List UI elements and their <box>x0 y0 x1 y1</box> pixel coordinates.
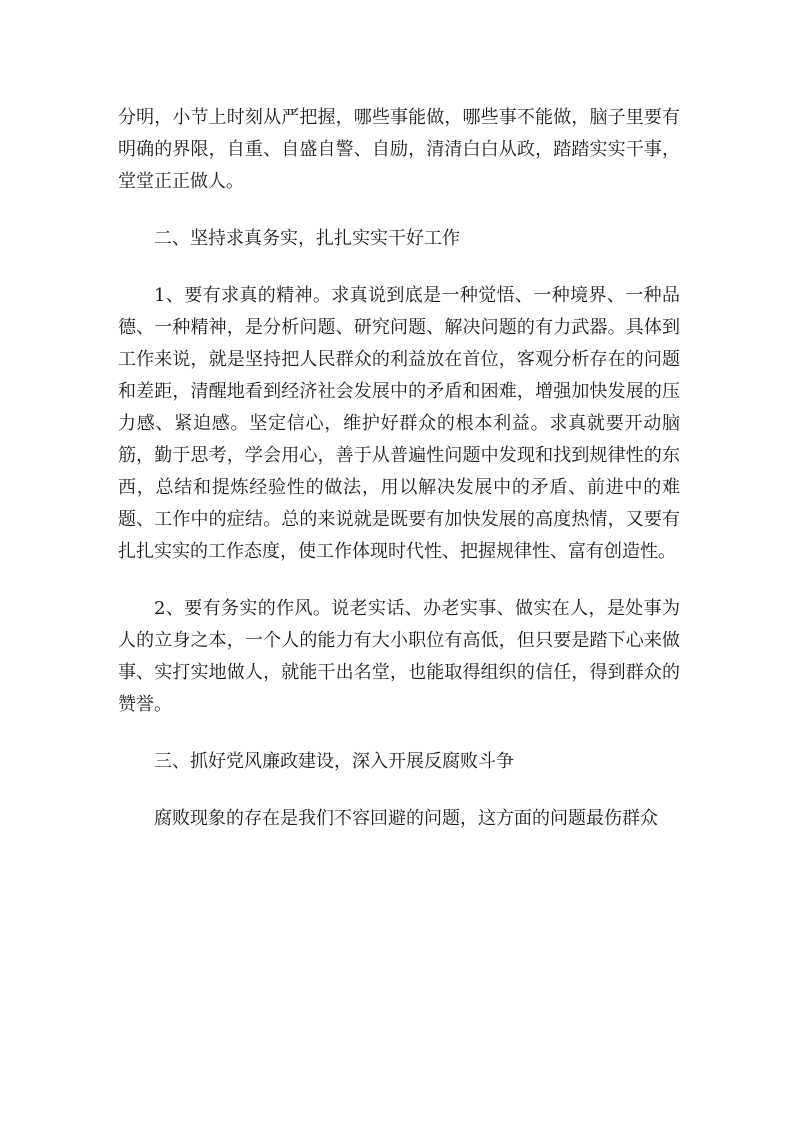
paragraph-corruption: 腐败现象的存在是我们不容回避的问题，这方面的问题最伤群众 <box>154 808 658 829</box>
paragraph-continuation: 分明，小节上时刻从严把握，哪些事能做，哪些事不能做，脑子里要有明确的界限，自重、自盛自警、自励，清清白白从政，踏踏实实干事，堂堂正正做人。 <box>118 107 680 192</box>
document-body <box>118 102 680 860</box>
section-heading-3: 三、抓好党风廉政建设，深入开展反腐败斗争 <box>154 751 514 772</box>
paragraph-practical-style: 2、要有务实的作风。说老实话、办老实事、做实在人，是处事为人的立身之本，一个人的能力有大小职位有高低，但只要是踏下心来做事、实打实地做人，就能干出名堂，也能取得组织的信任，得到群众的赞誉。 <box>118 598 680 715</box>
paragraph-seeking-truth: 1、要有求真的精神。求真说到底是一种觉悟、一种境界、一种品德、一种精神，是分析问题、研究问题、解决问题的有力武器。具体到工作来说，就是坚持把人民群众的利益放在首位，客观分析存在的问题和差距，清醒地看到经济社会发展中的矛盾和困难，增强加快发展的压力感、紧迫感。坚定信心，维护好群众的根本利益。求真就要开动脑筋，勤于思考，学会用心，善于从普遍性问题中发现和找到规律性的东西，总结和提炼经验性的做法，用以解决发展中的矛盾、前进中的难题、工作中的症结。总的来说就是既要有加快发展的高度热情，又要有扎扎实实的工作态度，使工作体现时代性、把握规律性、富有创造性。 <box>118 285 680 562</box>
section-heading-2: 二、坚持求真务实，扎扎实实干好工作 <box>154 228 460 249</box>
